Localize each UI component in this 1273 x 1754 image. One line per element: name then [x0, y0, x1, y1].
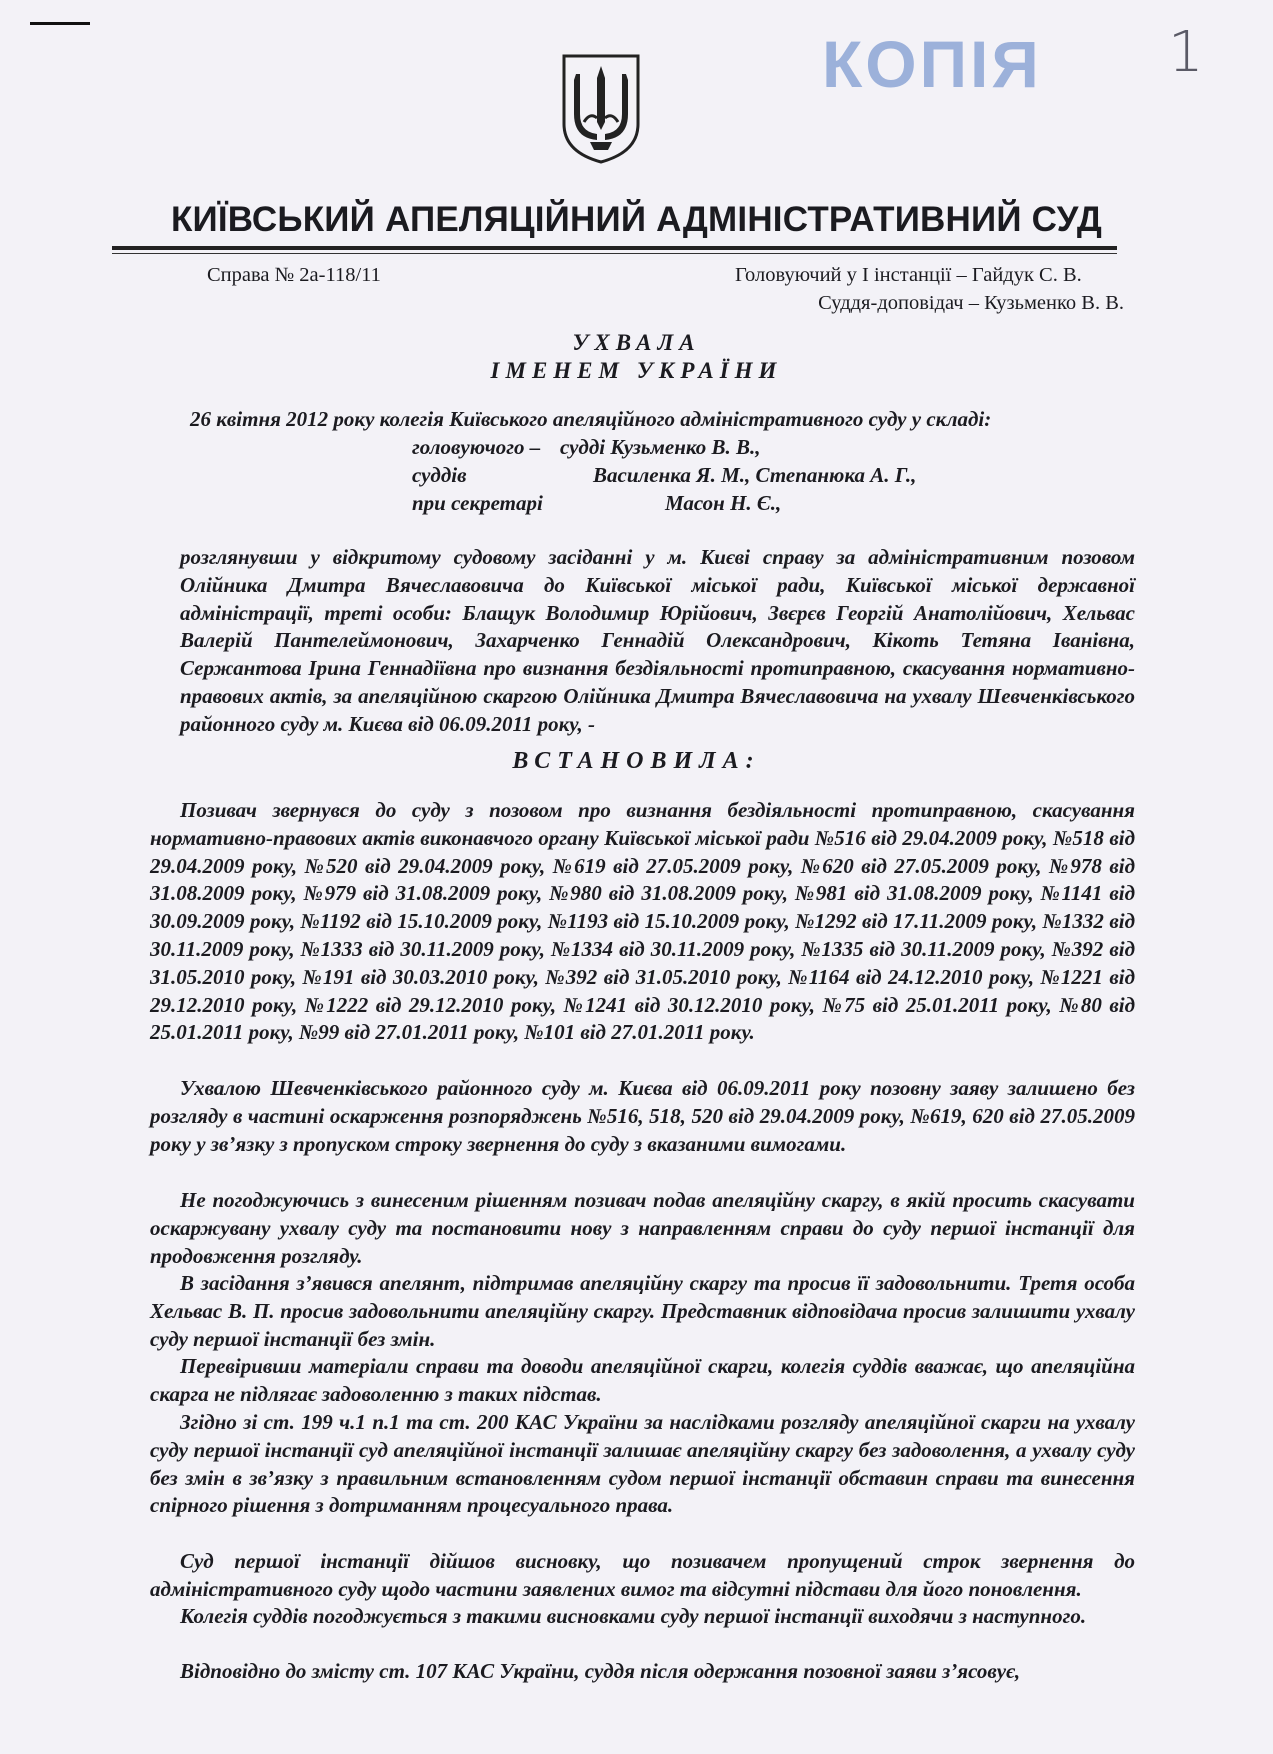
case-number: Справа № 2а-118/11	[207, 264, 381, 286]
document-type: УХВАЛА	[572, 330, 701, 355]
header-rule-thin	[112, 253, 1117, 254]
judge-rapporteur: Суддя-доповідач – Кузьменко В. В.	[818, 292, 1124, 314]
panel-intro: 26 квітня 2012 року колегія Київського апеляційного адміністративного суду у складі:	[190, 407, 992, 431]
case-description: розглянувши у відкритому судовому засіданні у м. Києві справу за адміністративним позовом Олійника Дмитра Вячеславовича до Київської міської ради, Київської міської державної адміністрації, треті особи: Блащук Володимир Юрійович, Звєрєв Георгій Анатолійович, Хельвас Валерій Пантелеймонович, Захарченко Геннадій Олександрович, Кікоть Тетяна Іванівна, Сержантова Ірина Геннадіївна про визнання бездіяльності протиправною, скасування нормативно-правових актів, за апеляційною скаргою Олійника Дмитра Вячеславовича на ухвалу Шевченківського районного суду м. Києва від 06.09.2011 року, -	[180, 545, 1135, 736]
secretary-label: при секретарі	[412, 491, 543, 515]
paragraph-hearing: В засідання з’явився апелянт, підтримав апеляційну скаргу та просив її задовольнити. Третя особа Хельвас В. П. просив задовольнити апеляційну скаргу. Представник відповідача просив залишити ухвалу суду першої інстанції без змін.	[150, 1271, 1135, 1351]
presiding-label: головуючого –	[412, 435, 541, 459]
page-number: 1	[1168, 20, 1204, 85]
judges-label: суддів	[412, 463, 467, 487]
header-rule	[112, 246, 1117, 250]
secretary-name: Масон Н. Є.,	[665, 491, 782, 515]
paragraph-review: Перевіривши матеріали справи та доводи апеляційної скарги, колегія суддів вважає, що апеляційна скарга не підлягає задоволенню з таких підстав.	[150, 1354, 1135, 1406]
court-name: КИЇВСЬКИЙ АПЕЛЯЦІЙНИЙ АДМІНІСТРАТИВНИЙ СУД	[171, 200, 1102, 239]
corner-mark	[30, 22, 90, 25]
paragraph-ruling: Ухвалою Шевченківського районного суду м. Києва від 06.09.2011 року позовну заяву залишено без розгляду в частині оскарження розпоряджень №516, 518, 520 від 29.04.2009 року, №619, 620 від 27.05.2009 року у зв’язку з пропуском строку звернення до суду з вказаними вимогами.	[150, 1076, 1135, 1156]
copy-stamp: КОПІЯ	[822, 27, 1042, 101]
presiding-name: судді Кузьменко В. В.,	[560, 435, 761, 459]
paragraph-first-instance: Суд першої інстанції дійшов висновку, що позивачем пропущений строк звернення до адміністративного суду щодо частини заявлених вимог та відсутні підстави для його поновлення.	[150, 1549, 1135, 1601]
paragraph-law: Згідно зі ст. 199 ч.1 п.1 та ст. 200 КАС України за наслідками розгляду апеляційної скарги на ухвалу суду першої інстанції суд апеляційної інстанції залишає апеляційну скаргу без задоволення, а ухвалу суду без змін в зв’язку з правильним встановленням судом першої інстанції обставин справи та винесення спірного рішення з дотриманням процесуального права.	[150, 1410, 1135, 1518]
trident-coat-of-arms-icon	[560, 52, 642, 166]
paragraph-agreement: Колегія суддів погоджується з такими висновками суду першої інстанції виходячи з наступного.	[180, 1604, 1087, 1628]
paragraph-article: Відповідно до змісту ст. 107 КАС України, суддя після одержання позовної заяви з’ясовує,	[180, 1659, 1021, 1683]
section-heading: ВСТАНОВИЛА:	[512, 748, 761, 774]
judges-names: Василенка Я. М., Степанюка А. Г.,	[593, 463, 917, 487]
presiding-first-instance: Головуючий у І інстанції – Гайдук С. В.	[735, 264, 1082, 286]
paragraph-appeal: Не погоджуючись з винесеним рішенням позивач подав апеляційну скаргу, в якій просить скасувати оскаржувану ухвалу суду та постановити нову з направленням справи до суду першої інстанції для продовження розгляду.	[150, 1188, 1135, 1268]
paragraph-claim: Позивач звернувся до суду з позовом про визнання бездіяльності протиправною, скасування нормативно-правових актів виконавчого органу Київської міської ради №516 від 29.04.2009 року, №518 від 29.04.2009 року, №520 від 29.04.2009 року, №619 від 27.05.2009 року, №620 від 27.05.2009 року, №978 від 31.08.2009 року, №979 від 31.08.2009 року, №980 від 31.08.2009 року, №981 від 31.08.2009 року, №1141 від 30.09.2009 року, №1192 від 15.10.2009 року, №1193 від 15.10.2009 року, №1292 від 17.11.2009 року, №1332 від 30.11.2009 року, №1333 від 30.11.2009 року, №1334 від 30.11.2009 року, №1335 від 30.11.2009 року, №392 від 31.05.2010 року, №191 від 30.03.2010 року, №392 від 31.05.2010 року, №1164 від 24.12.2010 року, №1221 від 29.12.2010 року, №1222 від 29.12.2010 року, №1241 від 30.12.2010 року, №75 від 25.01.2011 року, №80 від 25.01.2011 року, №99 від 27.01.2011 року, №101 від 27.01.2011 року.	[150, 798, 1135, 1045]
document-subtitle: ІМЕНЕМ УКРАЇНИ	[490, 358, 783, 383]
